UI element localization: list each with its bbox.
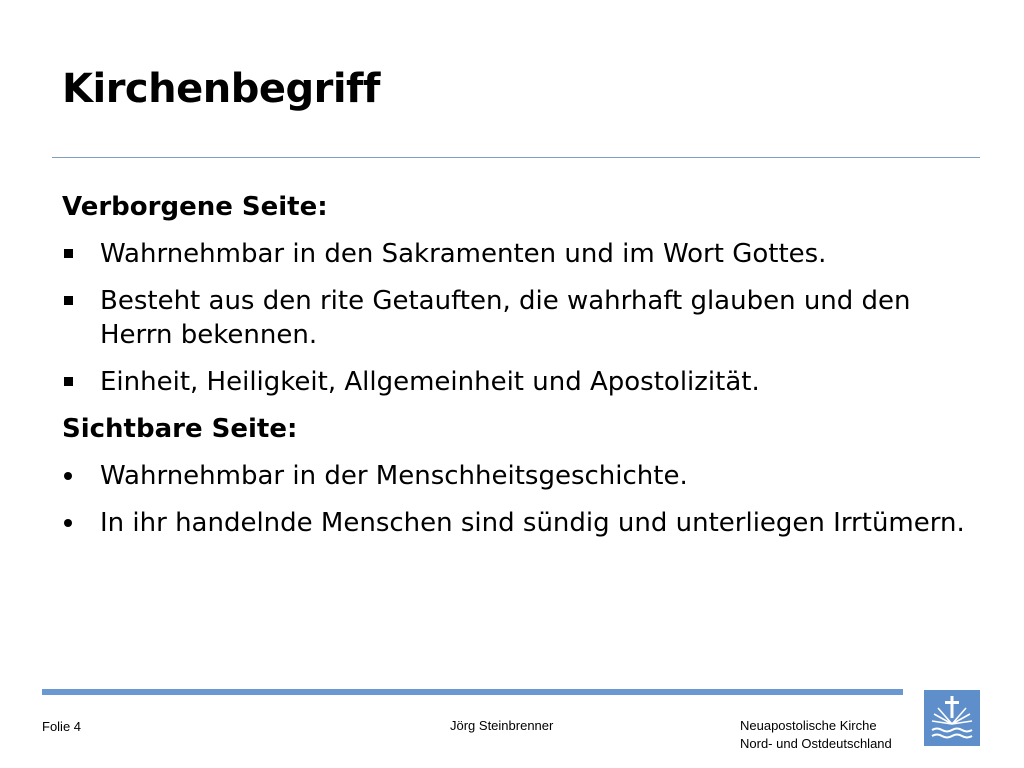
- list-item-text: Einheit, Heiligkeit, Allgemeinheit und Apostolizität.: [100, 367, 760, 397]
- footer-bar: [42, 689, 903, 695]
- list-item-text: In ihr handelnde Menschen sind sündig und unterliegen Irrtümern.: [100, 508, 965, 538]
- list-item-text: Besteht aus den rite Getauften, die wahrhaft glauben und den Herrn bekennen.: [100, 286, 911, 350]
- organization-line-2: Nord- und Ostdeutschland: [740, 736, 892, 751]
- list-item: [62, 365, 982, 399]
- organization-line-1: Neuapostolische Kirche: [740, 718, 877, 733]
- list-item: [62, 237, 982, 271]
- organization-name: [740, 717, 892, 753]
- list-item: [62, 284, 982, 352]
- list-item-text: Wahrnehmbar in der Menschheitsgeschichte.: [100, 461, 688, 491]
- list-item: [62, 459, 982, 493]
- slide-number: Folie 4: [42, 719, 82, 734]
- slide-body: [62, 190, 982, 553]
- slide-title: Kirchenbegriff: [62, 66, 380, 112]
- church-logo-icon: [924, 690, 980, 746]
- list-item-text: Wahrnehmbar in den Sakramenten und im Wort Gottes.: [100, 239, 827, 269]
- hidden-side-heading: Verborgene Seite:: [62, 192, 328, 222]
- visible-side-heading: Sichtbare Seite:: [62, 414, 298, 444]
- list-item: [62, 506, 982, 540]
- title-divider: [52, 157, 980, 158]
- author-name: Jörg Steinbrenner: [450, 718, 554, 733]
